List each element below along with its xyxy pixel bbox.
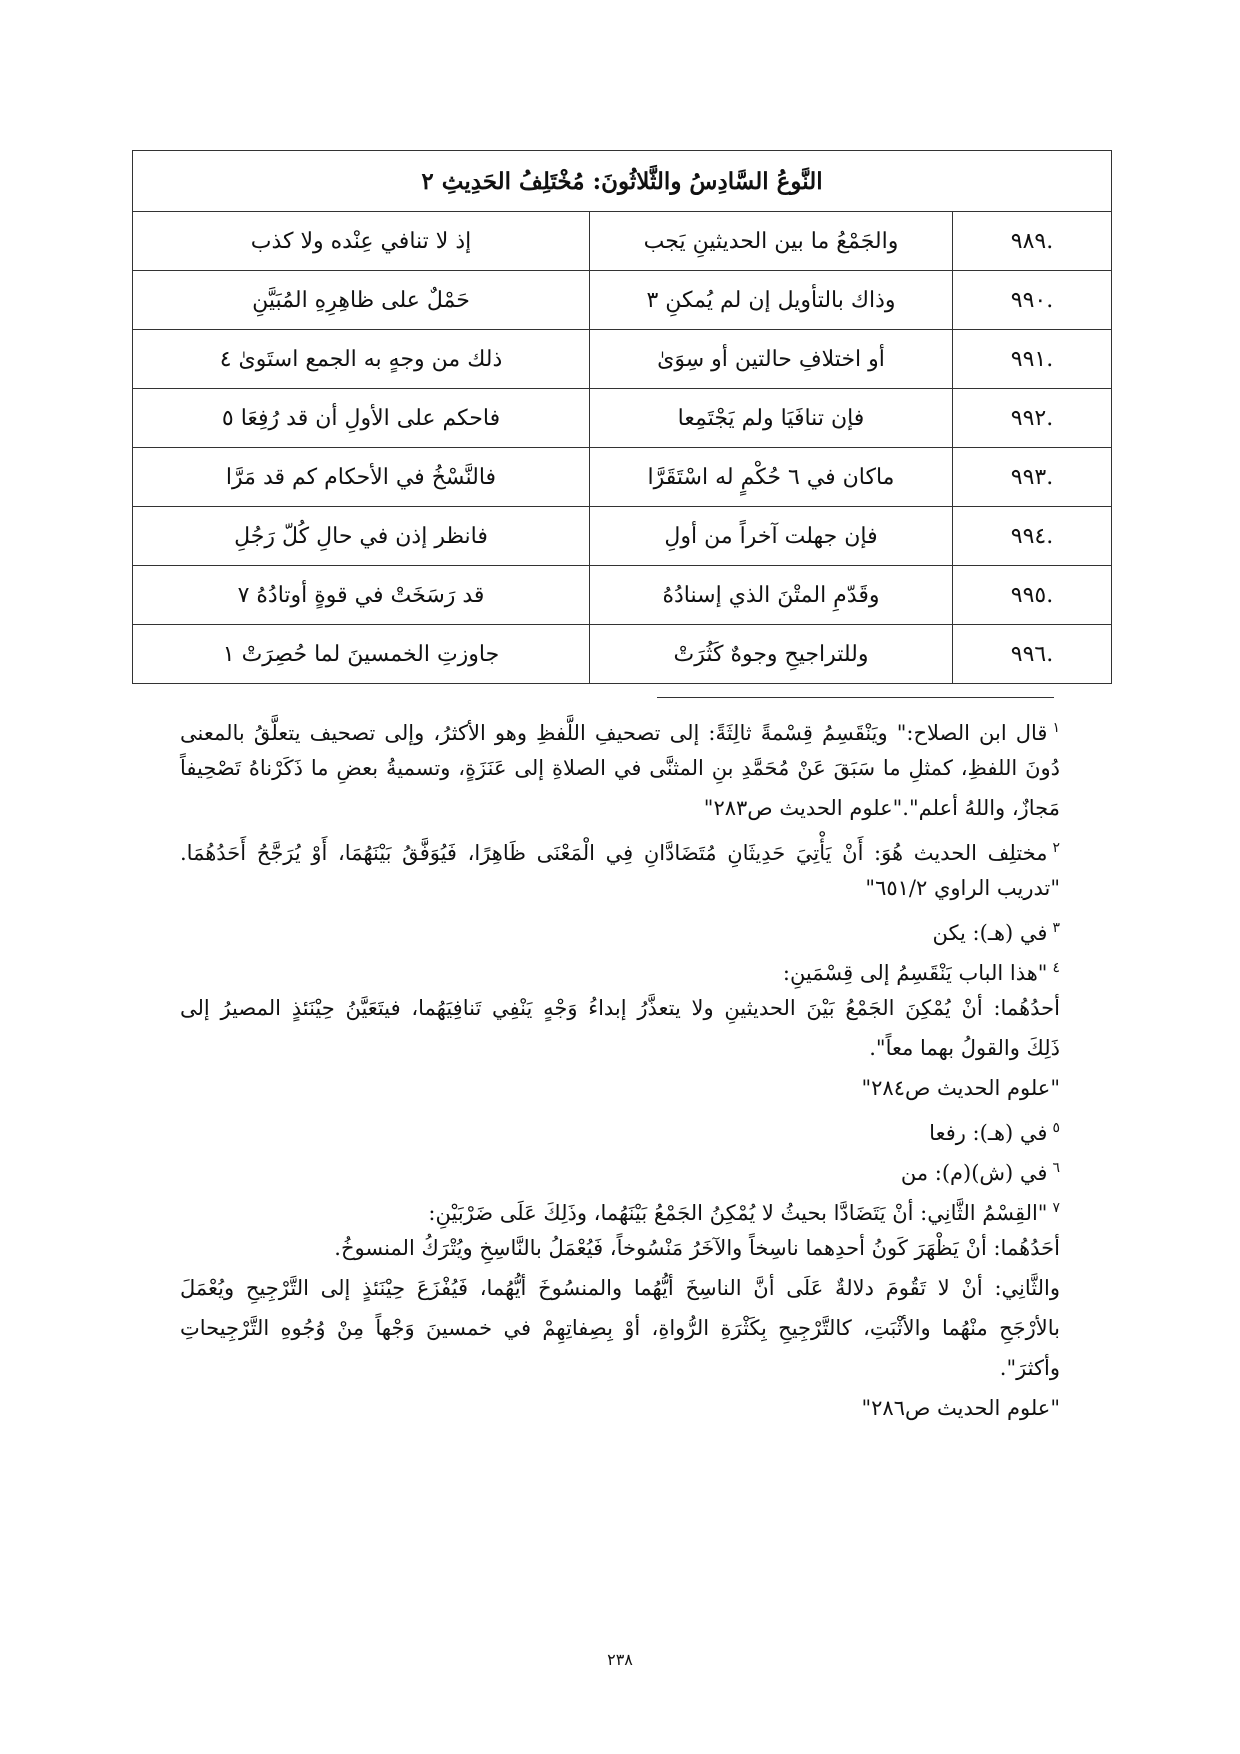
- footnote-marker: ٢: [1052, 840, 1060, 856]
- footnote-text: وأكثرَ".: [999, 1356, 1060, 1380]
- verse-first-hemistich: أو اختلافِ حالتين أو سِوَىٰ: [590, 330, 953, 389]
- footnote-text: مَجازٌ، واللهُ أعلم"."علوم الحديث ص٢٨٣": [703, 796, 1060, 820]
- footnote-line: [180, 1348, 1060, 1388]
- footnote-line: [180, 1308, 1060, 1348]
- verse-number: .٩٩١: [953, 330, 1112, 389]
- verse-table-body: [133, 212, 1112, 684]
- verse-second-hemistich: قد رَسَخَتْ في قوةٍ أوتادُهُ ٧: [133, 566, 590, 625]
- footnote-line: [180, 1028, 1060, 1068]
- verse-first-hemistich: ماكان في ٦ حُكْمٍ له اسْتَقَرَّا: [590, 448, 953, 507]
- verse-row: [133, 625, 1112, 684]
- verse-first-hemistich: وقَدّمِ المتْنَ الذي إسنادُهُ: [590, 566, 953, 625]
- footnote-line: [180, 1268, 1060, 1308]
- footnote-marker: ٣: [1052, 920, 1060, 936]
- verse-second-hemistich: إذ لا تنافي عِنْده ولا كذب: [133, 212, 590, 271]
- verse-row: [133, 566, 1112, 625]
- verse-first-hemistich: والجَمْعُ ما بين الحديثينِ يَجب: [590, 212, 953, 271]
- footnote-text: والثَّانِي: أنْ لا تَقُومَ دلالةٌ عَلَى أنَّ الناسِخَ أيُّهُما والمنسُوخَ أيُّهُما، فَيُفْزَعَ حِيْنَئذٍ إلى التَّرْجِيحِ ويُعْمَلَ: [180, 1276, 1060, 1300]
- footnote-line: [180, 788, 1060, 828]
- footnote-text: "هذا الباب يَنْقَسِمُ إلى قِسْمَينِ:: [782, 961, 1048, 985]
- footnote-text: ذَلِكَ والقولُ بهما معاً".: [869, 1036, 1060, 1060]
- footnote-text: في (هـ): يكن: [932, 921, 1048, 945]
- footnote-line: [180, 1228, 1060, 1268]
- verse-first-hemistich: فإن جهلت آخراً من أولِ: [590, 507, 953, 566]
- table-header-row: [133, 151, 1112, 212]
- footnote-separator: [657, 697, 1054, 698]
- footnote-text: قال ابن الصلاح:" ويَنْقَسِمُ قِسْمةً ثالِثَةً: إلى تصحيفِ اللَّفظِ وهو الأكثرُ، وإلى تصحيف يتعلَّقُ بالمعنى: [180, 721, 1048, 745]
- footnote-line: [180, 1188, 1060, 1228]
- verse-number: .٩٩٠: [953, 271, 1112, 330]
- verse-second-hemistich: حَمْلٌ على ظاهِرِهِ المُبَيَّنِ: [133, 271, 590, 330]
- verse-row: [133, 271, 1112, 330]
- footnote-line: [180, 748, 1060, 788]
- footnote-text: "القِسْمُ الثَّانِي: أنْ يَتَضَادَّا بحيثُ لا يُمْكِنُ الجَمْعُ بَيْنَهُما، وذَلِكَ عَلَى ضَرْبَيْنِ:: [428, 1201, 1048, 1225]
- footnote-marker: ٤: [1052, 960, 1060, 976]
- footnote-text: دُونَ اللفظِ، كمثلِ ما سَبَقَ عَنْ مُحَمَّدِ بنِ المثنَّى في الصلاةِ إلى عَنَزَةٍ، وتسميةُ بعضِ ما ذَكَرْناهُ تَصْحِيفاً: [180, 756, 1060, 780]
- verse-row: [133, 448, 1112, 507]
- footnote-line: [180, 708, 1060, 748]
- footnote-marker: ١: [1052, 720, 1060, 736]
- verse-first-hemistich: وللتراجيحِ وجوهٌ كَثُرَتْ: [590, 625, 953, 684]
- footnote-line: [180, 908, 1060, 948]
- verse-number: .٩٩٤: [953, 507, 1112, 566]
- verse-second-hemistich: فالنَّسْخُ في الأحكام كم قد مَرَّا: [133, 448, 590, 507]
- verse-second-hemistich: فاحكم على الأولِ أن قد رُفِعَا ٥: [133, 389, 590, 448]
- verse-second-hemistich: جاوزتِ الخمسينَ لما حُصِرَتْ ١: [133, 625, 590, 684]
- footnote-text: "علوم الحديث ص٢٨٦": [861, 1396, 1060, 1420]
- page-number: ٢٣٨: [607, 1650, 633, 1669]
- footnote-line: [180, 988, 1060, 1028]
- verse-number: .٩٩٣: [953, 448, 1112, 507]
- footnote-line: [180, 828, 1060, 868]
- footnote-text: في (هـ): رفعا: [929, 1121, 1048, 1145]
- footnote-text: مختلِف الحديث هُوَ: أَنْ يَأْتِيَ حَدِيثَانِ مُتَضَادَّانِ فِي الْمَعْنَى ظَاهِرًا، فَيُوَفَّقُ بَيْنَهُمَا، أَوْ يُرَجَّحُ أَحَدُهُمَا.: [180, 841, 1048, 865]
- verse-number: .٩٨٩: [953, 212, 1112, 271]
- footnote-text: "تدريب الراوي ٦٥١/٢": [865, 876, 1060, 900]
- verse-row: [133, 330, 1112, 389]
- verse-table: [132, 150, 1112, 684]
- footnote-text: "علوم الحديث ص٢٨٤": [861, 1076, 1060, 1100]
- verse-row: [133, 212, 1112, 271]
- footnote-line: [180, 1388, 1060, 1428]
- footnote-text: في (ش)(م): من: [900, 1161, 1048, 1185]
- footnote-line: [180, 948, 1060, 988]
- footnote-marker: ٦: [1052, 1160, 1060, 1176]
- verse-number: .٩٩٥: [953, 566, 1112, 625]
- verse-number: .٩٩٢: [953, 389, 1112, 448]
- footnote-line: [180, 868, 1060, 908]
- footnote-line: [180, 1108, 1060, 1148]
- footnote-marker: ٥: [1052, 1120, 1060, 1136]
- verse-row: [133, 507, 1112, 566]
- verse-first-hemistich: وذاك بالتأويل إن لم يُمكنِ ٣: [590, 271, 953, 330]
- footnote-text: أحدُهُما: أنْ يُمْكِنَ الجَمْعُ بَيْنَ الحديثينِ ولا يتعذَّرُ إبداءُ وَجْهٍ يَنْفِي تَنافِيَهُما، فيتَعَيَّنُ حِيْنَئذٍ المصيرُ إلى: [180, 996, 1060, 1020]
- verse-row: [133, 389, 1112, 448]
- verse-second-hemistich: ذلك من وجهٍ به الجمع استَوىٰ ٤: [133, 330, 590, 389]
- footnotes: [180, 708, 1060, 1428]
- verse-first-hemistich: فإن تنافَيَا ولم يَجْتَمِعا: [590, 389, 953, 448]
- footnote-text: أحَدُهُما: أنْ يَظْهَرَ كَونُ أحدِهما ناسِخاً والآخَرُ مَنْسُوخاً، فَيُعْمَلُ بالنَّاسِخِ ويُتْرَكُ المنسوخُ.: [334, 1236, 1060, 1260]
- footnote-marker: ٧: [1052, 1200, 1060, 1216]
- chapter-title: النَّوعُ السَّادِسُ والثَّلاثُونَ: مُخْتَلِفُ الحَدِيثِ ٢: [133, 151, 1112, 212]
- footnote-line: [180, 1068, 1060, 1108]
- footnote-line: [180, 1148, 1060, 1188]
- verse-number: .٩٩٦: [953, 625, 1112, 684]
- footnote-text: بالأرْجَحِ منْهُما والأثْبَتِ، كالتَّرْجِيحِ بِكَثْرَةِ الرُّواةِ، أوْ بِصِفاتِهِمْ في خمسينَ وَجْهاً مِنْ وُجُوهِ التَّرْجِيحاتِ: [180, 1316, 1060, 1340]
- verse-second-hemistich: فانظر إذن في حالِ كُلّ رَجُلِ: [133, 507, 590, 566]
